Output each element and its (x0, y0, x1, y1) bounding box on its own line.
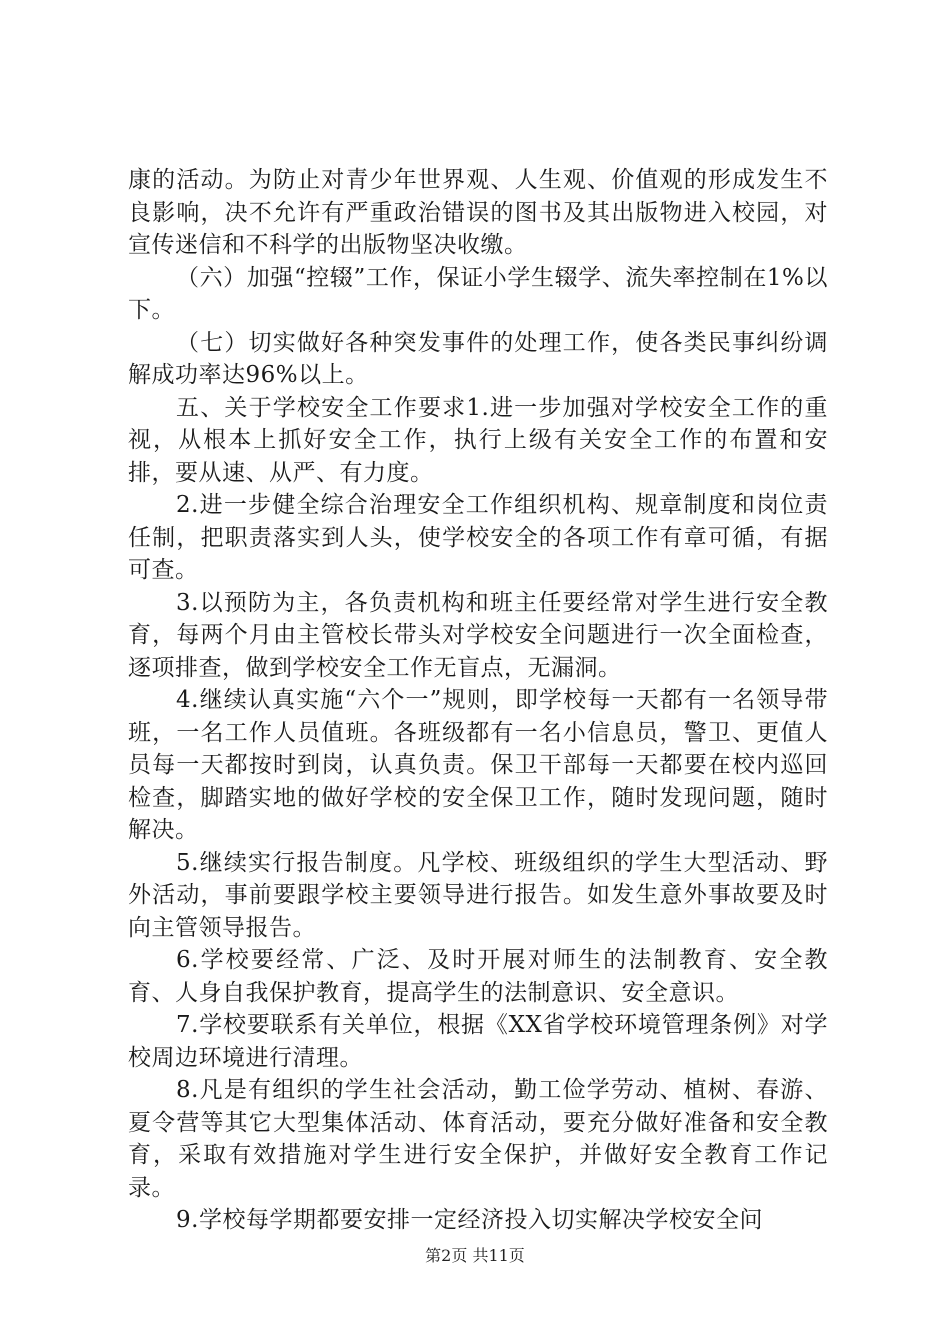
page-number-footer: 第2页 共11页 (425, 1246, 525, 1265)
paragraph-point-4: 4.继续认真实施“六个一”规则，即学校每一天都有一名领导带班，一名工作人员值班。各班级都有一名小信息员，警卫、更值人员每一天都按时到岗，认真负责。保卫干部每一天都要在校内巡回检查，脚踏实地的做好学校的安全保卫工作，随时发现问题，随时解决。 (128, 687, 828, 843)
paragraph-point-6: 6.学校要经常、广泛、及时开展对师生的法制教育、安全教育、人身自我保护教育，提高学生的法制意识、安全意识。 (128, 947, 828, 1006)
paragraph-point-5: 5.继续实行报告制度。凡学校、班级组织的学生大型活动、野外活动，事前要跟学校主要领导进行报告。如发生意外事故要及时向主管领导报告。 (128, 849, 828, 941)
paragraph-item-six: （六）加强“控辍”工作，保证小学生辍学、流失率控制在1%以下。 (128, 264, 828, 323)
paragraph-point-8: 8.凡是有组织的学生社会活动，勤工俭学劳动、植树、春游、夏令营等其它大型集体活动、体育活动，要充分做好准备和安全教育，采取有效措施对学生进行安全保护，并做好安全教育工作记录。 (128, 1077, 828, 1201)
paragraph-item-seven: （七）切实做好各种突发事件的处理工作，使各类民事纠纷调解成功率达96%以上。 (128, 329, 828, 388)
paragraph-continued: 康的活动。为防止对青少年世界观、人生观、价值观的形成发生不良影响，决不允许有严重政治错误的图书及其出版物进入校园，对宣传迷信和不科学的出版物坚决收缴。 (128, 167, 828, 258)
document-body (128, 164, 828, 1237)
paragraph-point-3: 3.以预防为主，各负责机构和班主任要经常对学生进行安全教育，每两个月由主管校长带头对学校安全问题进行一次全面检查，逐项排查，做到学校安全工作无盲点，无漏洞。 (128, 589, 828, 681)
paragraph-section-five: 五、关于学校安全工作要求1.进一步加强对学校安全工作的重视，从根本上抓好安全工作，执行上级有关安全工作的布置和安排，要从速、从严、有力度。 (128, 394, 828, 486)
paragraph-point-7: 7.学校要联系有关单位，根据《XX省学校环境管理条例》对学校周边环境进行清理。 (128, 1012, 828, 1071)
paragraph-point-9: 9.学校每学期都要安排一定经济投入切实解决学校安全问 (176, 1207, 763, 1233)
paragraph-point-2: 2.进一步健全综合治理安全工作组织机构、规章制度和岗位责任制，把职责落实到人头，使学校安全的各项工作有章可循，有据可查。 (128, 492, 828, 583)
